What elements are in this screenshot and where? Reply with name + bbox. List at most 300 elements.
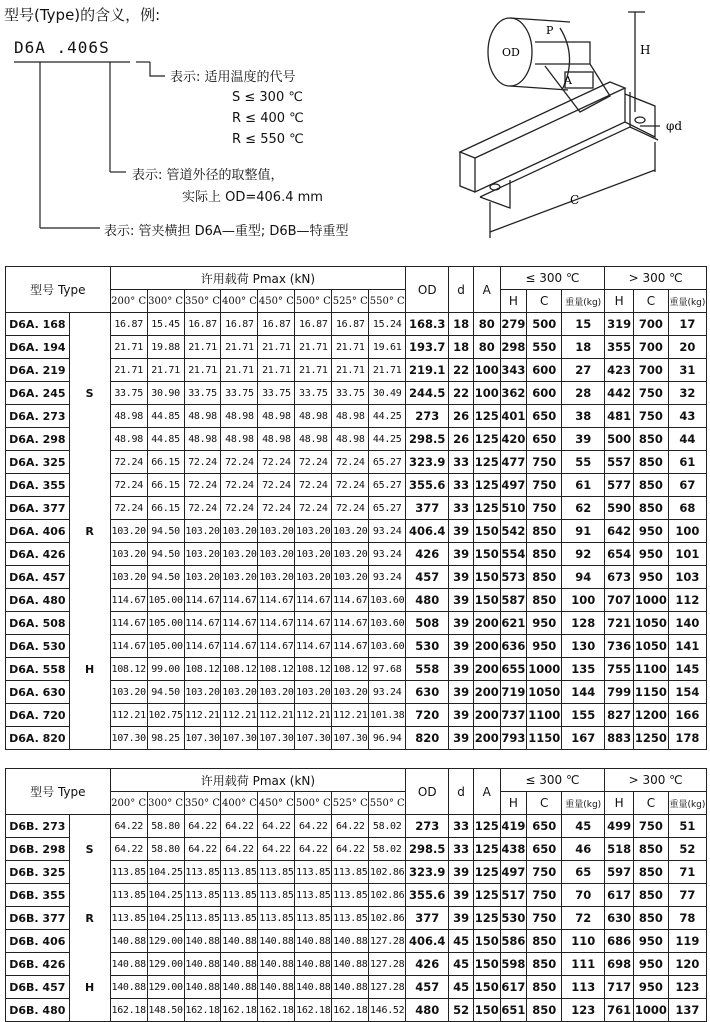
pmax-cell: 48.98 xyxy=(221,428,258,451)
dimension-cell: 125 xyxy=(473,405,500,428)
type-code-example: D6A .406S xyxy=(14,38,110,57)
pmax-cell: 21.71 xyxy=(221,336,258,359)
pmax-cell: 66.15 xyxy=(147,474,184,497)
pmax-cell: 21.71 xyxy=(369,359,406,382)
dimension-cell: 518 xyxy=(605,838,634,861)
dimension-cell: 750 xyxy=(527,497,562,520)
pmax-cell: 96.94 xyxy=(369,727,406,750)
temp-class-cell xyxy=(69,884,110,907)
dimension-cell: 125 xyxy=(473,474,500,497)
dimension-cell: 597 xyxy=(605,861,634,884)
pmax-cell: 114.67 xyxy=(221,589,258,612)
model-cell: D6A. 820 xyxy=(6,727,70,750)
dimension-cell: 755 xyxy=(605,658,634,681)
dimension-cell: 950 xyxy=(633,930,668,953)
dimension-cell: 1250 xyxy=(633,727,668,750)
model-cell: D6A. 325 xyxy=(6,451,70,474)
dimension-cell: 22 xyxy=(449,359,474,382)
model-cell: D6B. 406 xyxy=(6,930,70,953)
pmax-cell: 162.18 xyxy=(110,999,147,1022)
dimension-cell: 39 xyxy=(449,861,474,884)
dimension-cell: 850 xyxy=(527,999,562,1022)
pmax-cell: 44.85 xyxy=(147,405,184,428)
dimension-cell: 273 xyxy=(406,815,449,838)
pmax-cell: 103.20 xyxy=(295,543,332,566)
pmax-cell: 16.87 xyxy=(295,313,332,336)
dimension-cell: 39 xyxy=(449,658,474,681)
dimension-cell: 319 xyxy=(605,313,634,336)
phi-d-label: φd xyxy=(666,119,683,133)
pmax-cell: 107.30 xyxy=(258,727,295,750)
dimension-cell: 686 xyxy=(605,930,634,953)
pmax-cell: 48.98 xyxy=(110,428,147,451)
pmax-cell: 19.88 xyxy=(147,336,184,359)
dimension-cell: 100 xyxy=(562,589,605,612)
pmax-cell: 21.71 xyxy=(258,359,295,382)
pmax-cell: 129.00 xyxy=(147,930,184,953)
dimension-cell: 39 xyxy=(449,635,474,658)
dimension-cell: 799 xyxy=(605,681,634,704)
pmax-cell: 114.67 xyxy=(110,612,147,635)
dimension-cell: 401 xyxy=(500,405,527,428)
dimension-cell: 600 xyxy=(527,359,562,382)
pmax-cell: 103.20 xyxy=(221,681,258,704)
dimension-cell: 827 xyxy=(605,704,634,727)
dimension-cell: 167 xyxy=(562,727,605,750)
col-temp: 200° C xyxy=(110,792,147,815)
pmax-cell: 113.85 xyxy=(184,907,221,930)
dimension-cell: 508 xyxy=(406,612,449,635)
pmax-cell: 103.20 xyxy=(110,566,147,589)
dimension-cell: 1100 xyxy=(633,658,668,681)
pmax-cell: 148.50 xyxy=(147,999,184,1022)
pmax-cell: 16.87 xyxy=(110,313,147,336)
col-type: 型号 Type xyxy=(6,267,111,313)
dimension-cell: 950 xyxy=(527,612,562,635)
temp-class-cell xyxy=(69,861,110,884)
dimension-cell: 80 xyxy=(473,336,500,359)
dimension-cell: 587 xyxy=(500,589,527,612)
pmax-cell: 108.12 xyxy=(110,658,147,681)
dimension-cell: 168.3 xyxy=(406,313,449,336)
pmax-cell: 72.24 xyxy=(332,474,369,497)
dimension-cell: 850 xyxy=(527,543,562,566)
pmax-cell: 114.67 xyxy=(110,589,147,612)
dimension-cell: 820 xyxy=(406,727,449,750)
model-cell: D6B. 377 xyxy=(6,907,70,930)
pmax-cell: 94.50 xyxy=(147,566,184,589)
dimension-cell: 219.1 xyxy=(406,359,449,382)
dimension-cell: 150 xyxy=(473,589,500,612)
dimension-cell: 33 xyxy=(449,497,474,520)
pmax-cell: 140.88 xyxy=(221,976,258,999)
table-row xyxy=(6,635,707,658)
dimension-cell: 32 xyxy=(668,382,706,405)
dimension-cell: 39 xyxy=(449,612,474,635)
dimension-cell: 1000 xyxy=(633,589,668,612)
col-le300: ≤ 300 ℃ xyxy=(500,267,605,290)
temp-class-cell xyxy=(69,543,110,566)
pmax-cell: 107.30 xyxy=(184,727,221,750)
dimension-cell: 100 xyxy=(668,520,706,543)
dimension-cell: 554 xyxy=(500,543,527,566)
dimension-cell: 558 xyxy=(406,658,449,681)
dimension-cell: 150 xyxy=(473,520,500,543)
dimension-cell: 630 xyxy=(406,681,449,704)
pmax-cell: 48.98 xyxy=(258,428,295,451)
col-c: C xyxy=(527,290,562,313)
dimension-cell: 736 xyxy=(605,635,634,658)
dimension-cell: 38 xyxy=(562,405,605,428)
col-d: d xyxy=(449,267,474,313)
dimension-cell: 850 xyxy=(633,838,668,861)
dimension-cell: 22 xyxy=(449,382,474,405)
pmax-cell: 102.86 xyxy=(369,861,406,884)
pmax-cell: 64.22 xyxy=(332,838,369,861)
pmax-cell: 21.71 xyxy=(258,336,295,359)
dimension-cell: 720 xyxy=(406,704,449,727)
dimension-cell: 698 xyxy=(605,953,634,976)
col-type: 型号 Type xyxy=(6,769,111,815)
dimension-cell: 850 xyxy=(633,907,668,930)
pmax-cell: 112.21 xyxy=(110,704,147,727)
dimension-cell: 419 xyxy=(500,815,527,838)
temp-class-cell: H xyxy=(69,658,110,681)
dimension-cell: 700 xyxy=(633,359,668,382)
pmax-cell: 114.67 xyxy=(258,612,295,635)
col-temp: 500° C xyxy=(295,792,332,815)
pmax-cell: 64.22 xyxy=(295,815,332,838)
pmax-cell: 93.24 xyxy=(369,543,406,566)
dimension-cell: 719 xyxy=(500,681,527,704)
dimension-cell: 750 xyxy=(527,474,562,497)
a-label: A xyxy=(564,74,572,87)
pmax-cell: 162.18 xyxy=(332,999,369,1022)
pmax-cell: 64.22 xyxy=(184,838,221,861)
dimension-cell: 650 xyxy=(527,838,562,861)
col-weight: 重量(kg) xyxy=(562,290,605,313)
dimension-cell: 700 xyxy=(633,336,668,359)
dimension-cell: 166 xyxy=(668,704,706,727)
pmax-cell: 94.50 xyxy=(147,543,184,566)
dimension-cell: 154 xyxy=(668,681,706,704)
pmax-cell: 65.27 xyxy=(369,451,406,474)
table-row xyxy=(6,727,707,750)
temp-class-cell: S xyxy=(69,382,110,405)
pmax-cell: 58.80 xyxy=(147,838,184,861)
model-cell: D6A. 426 xyxy=(6,543,70,566)
pmax-cell: 140.88 xyxy=(110,976,147,999)
pmax-cell: 103.20 xyxy=(332,566,369,589)
temp-code-r400: R ≤ 400 ℃ xyxy=(232,111,304,126)
dimension-cell: 150 xyxy=(473,953,500,976)
pmax-cell: 103.20 xyxy=(110,520,147,543)
dimension-cell: 123 xyxy=(668,976,706,999)
pmax-cell: 48.98 xyxy=(332,405,369,428)
pmax-cell: 103.20 xyxy=(258,566,295,589)
dimension-cell: 140 xyxy=(668,612,706,635)
pmax-cell: 98.25 xyxy=(147,727,184,750)
pmax-cell: 112.21 xyxy=(221,704,258,727)
col-temp: 400° C xyxy=(221,792,258,815)
pmax-cell: 140.88 xyxy=(110,953,147,976)
col-temp: 200° C xyxy=(110,290,147,313)
pmax-cell: 113.85 xyxy=(110,861,147,884)
dimension-cell: 39 xyxy=(449,704,474,727)
dimension-cell: 598 xyxy=(500,953,527,976)
dimension-cell: 530 xyxy=(406,635,449,658)
pmax-cell: 16.87 xyxy=(184,313,221,336)
dimension-cell: 144 xyxy=(562,681,605,704)
dimension-cell: 850 xyxy=(527,520,562,543)
pmax-cell: 114.67 xyxy=(184,635,221,658)
pmax-cell: 114.67 xyxy=(295,612,332,635)
dimension-cell: 600 xyxy=(527,382,562,405)
pmax-cell: 113.85 xyxy=(295,884,332,907)
dimension-cell: 438 xyxy=(500,838,527,861)
pmax-cell: 44.25 xyxy=(369,405,406,428)
pmax-cell: 113.85 xyxy=(110,907,147,930)
dimension-cell: 298.5 xyxy=(406,428,449,451)
dimension-cell: 850 xyxy=(633,884,668,907)
col-gt300: > 300 ℃ xyxy=(605,267,707,290)
dimension-cell: 33 xyxy=(449,815,474,838)
table-row xyxy=(6,953,707,976)
dimension-cell: 51 xyxy=(668,815,706,838)
pmax-cell: 72.24 xyxy=(221,497,258,520)
pmax-cell: 114.67 xyxy=(295,589,332,612)
dimension-cell: 406.4 xyxy=(406,930,449,953)
col-c: C xyxy=(633,290,668,313)
dimension-cell: 1000 xyxy=(633,999,668,1022)
dimension-cell: 72 xyxy=(562,907,605,930)
pmax-cell: 65.27 xyxy=(369,497,406,520)
pmax-cell: 140.88 xyxy=(221,930,258,953)
pmax-cell: 64.22 xyxy=(258,838,295,861)
pmax-cell: 113.85 xyxy=(221,861,258,884)
table-row xyxy=(6,838,707,861)
pmax-cell: 33.75 xyxy=(110,382,147,405)
dimension-cell: 94 xyxy=(562,566,605,589)
model-cell: D6B. 298 xyxy=(6,838,70,861)
dimension-cell: 617 xyxy=(605,884,634,907)
pmax-cell: 103.20 xyxy=(295,520,332,543)
col-c: C xyxy=(527,792,562,815)
pmax-cell: 127.28 xyxy=(369,953,406,976)
type-meaning-title: 型号(Type)的含义，例: xyxy=(4,6,161,24)
pmax-cell: 105.00 xyxy=(147,589,184,612)
dimension-cell: 577 xyxy=(605,474,634,497)
dimension-cell: 883 xyxy=(605,727,634,750)
dimension-cell: 481 xyxy=(605,405,634,428)
pmax-cell: 103.20 xyxy=(332,543,369,566)
dimension-cell: 497 xyxy=(500,474,527,497)
dimension-cell: 61 xyxy=(668,451,706,474)
table-row xyxy=(6,612,707,635)
pmax-cell: 103.20 xyxy=(295,566,332,589)
dimension-cell: 850 xyxy=(527,976,562,999)
pmax-cell: 101.38 xyxy=(369,704,406,727)
pmax-cell: 72.24 xyxy=(110,451,147,474)
dimension-cell: 52 xyxy=(668,838,706,861)
dimension-cell: 477 xyxy=(500,451,527,474)
pmax-cell: 65.27 xyxy=(369,474,406,497)
dimension-cell: 750 xyxy=(527,451,562,474)
dimension-cell: 1150 xyxy=(527,727,562,750)
dimension-cell: 850 xyxy=(527,930,562,953)
dimension-cell: 590 xyxy=(605,497,634,520)
temp-class-cell xyxy=(69,497,110,520)
dimension-cell: 125 xyxy=(473,451,500,474)
pmax-cell: 107.30 xyxy=(332,727,369,750)
temp-class-cell xyxy=(69,727,110,750)
pmax-cell: 103.20 xyxy=(110,681,147,704)
col-temp: 450° C xyxy=(258,290,295,313)
dimension-cell: 68 xyxy=(668,497,706,520)
dimension-cell: 636 xyxy=(500,635,527,658)
dimension-cell: 1000 xyxy=(527,658,562,681)
model-cell: D6A. 630 xyxy=(6,681,70,704)
dimension-cell: 33 xyxy=(449,451,474,474)
table-row xyxy=(6,815,707,838)
table-row xyxy=(6,704,707,727)
pmax-cell: 48.98 xyxy=(295,405,332,428)
pmax-cell: 107.30 xyxy=(295,727,332,750)
dimension-cell: 125 xyxy=(473,497,500,520)
pmax-cell: 140.88 xyxy=(258,930,295,953)
dimension-cell: 500 xyxy=(527,313,562,336)
dimension-cell: 850 xyxy=(527,566,562,589)
pmax-cell: 21.71 xyxy=(110,359,147,382)
pmax-cell: 48.98 xyxy=(295,428,332,451)
dimension-cell: 550 xyxy=(527,336,562,359)
temp-class-cell xyxy=(69,953,110,976)
d6a-table-body xyxy=(6,313,707,750)
pmax-cell: 72.24 xyxy=(184,451,221,474)
dimension-cell: 80 xyxy=(473,313,500,336)
col-temp: 300° C xyxy=(147,290,184,313)
table-row xyxy=(6,861,707,884)
pmax-cell: 30.49 xyxy=(369,382,406,405)
dimension-cell: 850 xyxy=(527,953,562,976)
pmax-cell: 108.12 xyxy=(221,658,258,681)
dimension-cell: 717 xyxy=(605,976,634,999)
table-row xyxy=(6,520,707,543)
dimension-cell: 355.6 xyxy=(406,474,449,497)
col-temp: 300° C xyxy=(147,792,184,815)
pmax-cell: 16.87 xyxy=(332,313,369,336)
dimension-cell: 78 xyxy=(668,907,706,930)
table-row xyxy=(6,999,707,1022)
table-row xyxy=(6,336,707,359)
pmax-cell: 103.20 xyxy=(184,681,221,704)
temp-class-cell xyxy=(69,451,110,474)
pmax-cell: 72.24 xyxy=(295,451,332,474)
pmax-cell: 72.24 xyxy=(258,451,295,474)
table-row xyxy=(6,976,707,999)
pmax-cell: 44.85 xyxy=(147,428,184,451)
pmax-cell: 114.67 xyxy=(184,612,221,635)
pmax-cell: 58.80 xyxy=(147,815,184,838)
dimension-cell: 323.9 xyxy=(406,861,449,884)
pmax-cell: 103.20 xyxy=(258,681,295,704)
pmax-cell: 103.20 xyxy=(184,543,221,566)
dimension-cell: 17 xyxy=(668,313,706,336)
pmax-cell: 72.24 xyxy=(110,497,147,520)
pmax-cell: 16.87 xyxy=(258,313,295,336)
pmax-cell: 64.22 xyxy=(258,815,295,838)
pmax-cell: 140.88 xyxy=(332,930,369,953)
pmax-cell: 97.68 xyxy=(369,658,406,681)
pmax-cell: 162.18 xyxy=(221,999,258,1022)
dimension-cell: 33 xyxy=(449,474,474,497)
dimension-cell: 750 xyxy=(527,907,562,930)
pmax-cell: 102.86 xyxy=(369,907,406,930)
dimension-cell: 950 xyxy=(633,566,668,589)
col-od: OD xyxy=(406,267,449,313)
pmax-cell: 64.22 xyxy=(295,838,332,861)
dimension-cell: 573 xyxy=(500,566,527,589)
dimension-cell: 707 xyxy=(605,589,634,612)
pmax-cell: 113.85 xyxy=(184,884,221,907)
col-a: A xyxy=(473,267,500,313)
dimension-cell: 101 xyxy=(668,543,706,566)
dimension-cell: 1200 xyxy=(633,704,668,727)
od-label: OD xyxy=(502,46,520,59)
dimension-cell: 120 xyxy=(668,953,706,976)
table-row xyxy=(6,589,707,612)
col-weight: 重量(kg) xyxy=(562,792,605,815)
temp-class-cell xyxy=(69,428,110,451)
dimension-cell: 200 xyxy=(473,635,500,658)
dimension-cell: 950 xyxy=(527,635,562,658)
pmax-cell: 103.20 xyxy=(221,566,258,589)
dimension-cell: 155 xyxy=(562,704,605,727)
model-cell: D6A. 168 xyxy=(6,313,70,336)
pmax-cell: 113.85 xyxy=(332,861,369,884)
temp-class-cell xyxy=(69,313,110,336)
dimension-cell: 406.4 xyxy=(406,520,449,543)
temp-class-cell: R xyxy=(69,520,110,543)
pmax-cell: 114.67 xyxy=(110,635,147,658)
dimension-cell: 298 xyxy=(500,336,527,359)
dimension-cell: 145 xyxy=(668,658,706,681)
col-temp: 525° C xyxy=(332,290,369,313)
pmax-cell: 64.22 xyxy=(221,838,258,861)
pmax-cell: 72.24 xyxy=(221,474,258,497)
dimension-cell: 642 xyxy=(605,520,634,543)
model-cell: D6A. 406 xyxy=(6,520,70,543)
pmax-cell: 113.85 xyxy=(258,884,295,907)
dimension-cell: 125 xyxy=(473,907,500,930)
model-cell: D6B. 457 xyxy=(6,976,70,999)
table-row xyxy=(6,658,707,681)
temp-class-cell: H xyxy=(69,976,110,999)
dimension-cell: 43 xyxy=(668,405,706,428)
dimension-cell: 39 xyxy=(449,884,474,907)
pmax-cell: 21.71 xyxy=(295,336,332,359)
pmax-cell: 64.22 xyxy=(110,838,147,861)
table-row xyxy=(6,930,707,953)
dimension-cell: 39 xyxy=(449,589,474,612)
pmax-cell: 140.88 xyxy=(258,976,295,999)
pmax-cell: 15.24 xyxy=(369,313,406,336)
dimension-cell: 112 xyxy=(668,589,706,612)
col-od: OD xyxy=(406,769,449,815)
col-temp: 550° C xyxy=(369,290,406,313)
model-cell: D6A. 508 xyxy=(6,612,70,635)
dimension-cell: 343 xyxy=(500,359,527,382)
